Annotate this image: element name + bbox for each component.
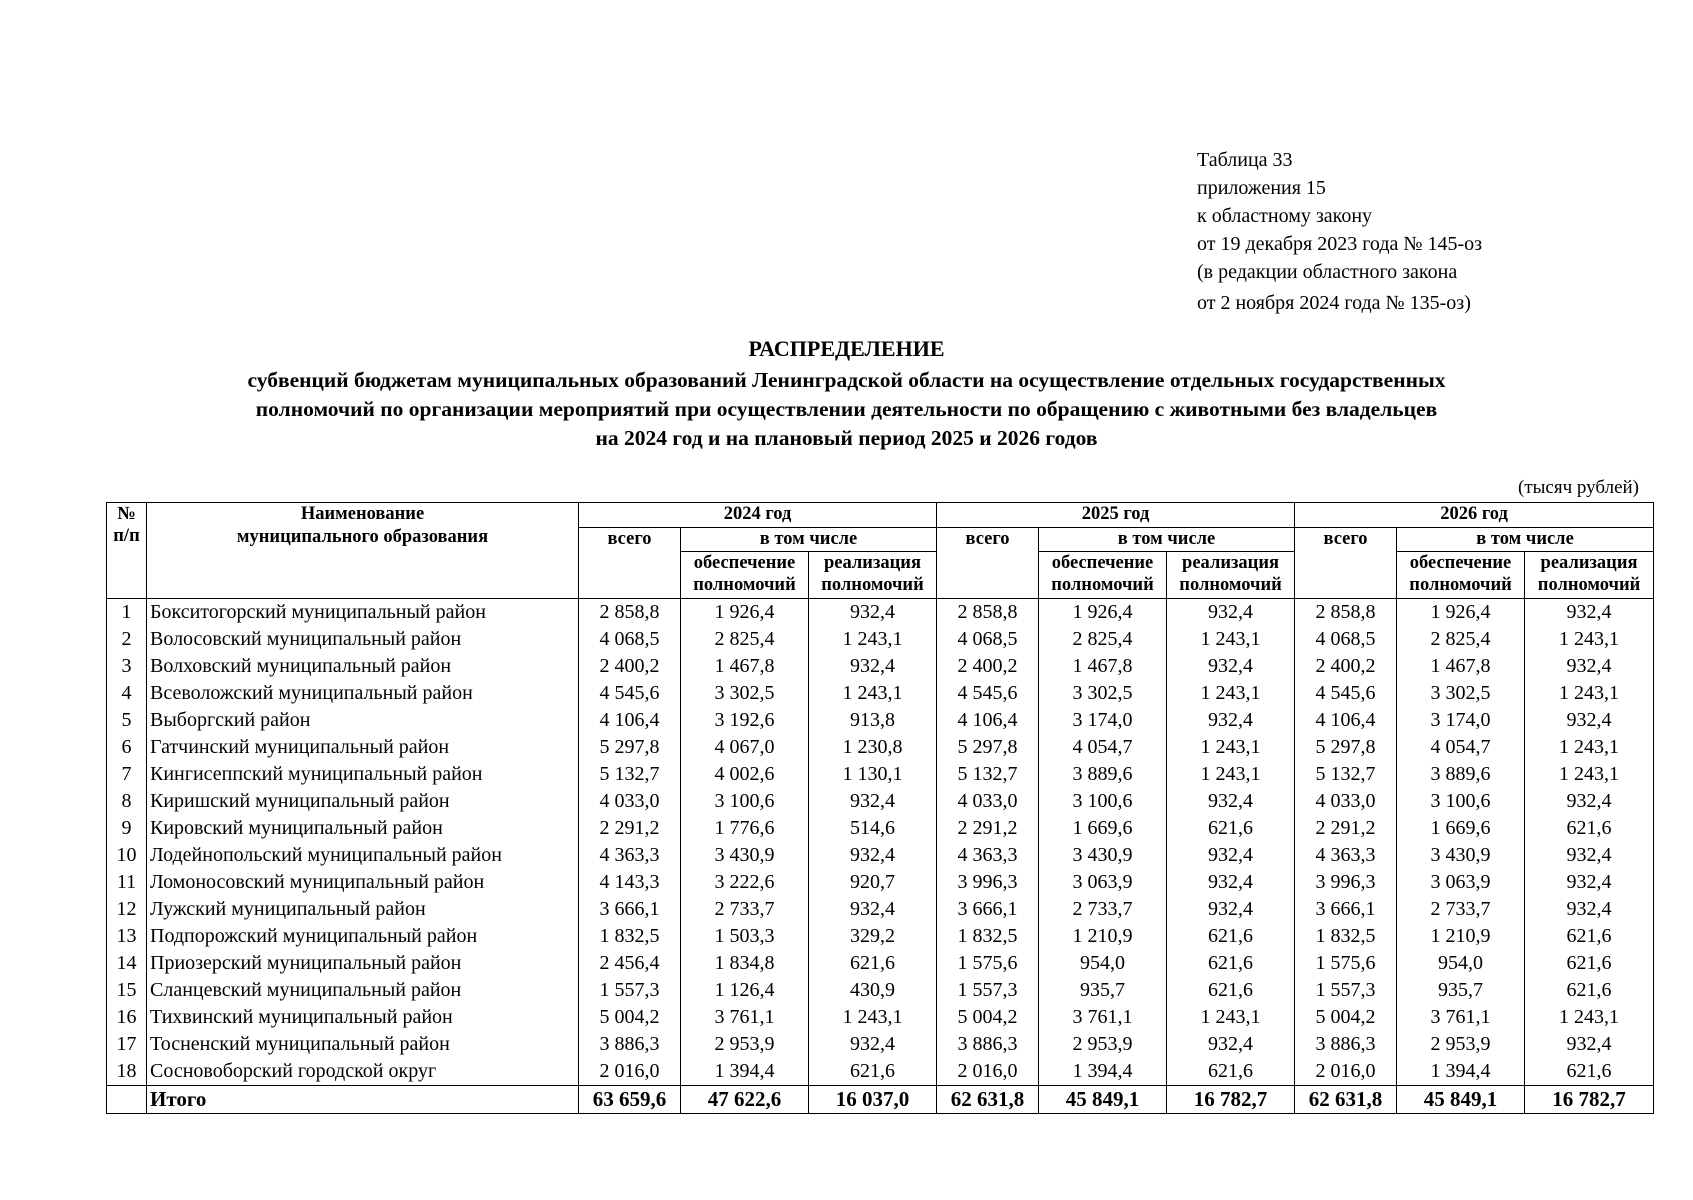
approval-stamp: [1197, 146, 1482, 317]
value-cell: 4 545,6: [579, 680, 681, 707]
value-cell: 4 068,5: [1295, 626, 1397, 653]
value-cell: 932,4: [1167, 896, 1295, 923]
value-cell: 1 467,8: [1397, 653, 1525, 680]
value-cell: 2 016,0: [1295, 1058, 1397, 1086]
value-cell: 2 291,2: [937, 815, 1039, 842]
row-number: 13: [107, 923, 147, 950]
value-cell: 329,2: [809, 923, 937, 950]
value-cell: 1 832,5: [1295, 923, 1397, 950]
value-cell: 2 825,4: [1039, 626, 1167, 653]
value-cell: 3 886,3: [937, 1031, 1039, 1058]
value-cell: 3 174,0: [1397, 707, 1525, 734]
value-cell: 1 243,1: [1167, 680, 1295, 707]
value-cell: 621,6: [1167, 950, 1295, 977]
value-cell: 1 243,1: [1167, 734, 1295, 761]
value-cell: 1 243,1: [1167, 761, 1295, 788]
value-cell: 621,6: [809, 1058, 937, 1086]
value-cell: 2 858,8: [937, 599, 1039, 627]
value-cell: 621,6: [809, 950, 937, 977]
value-cell: 2 400,2: [1295, 653, 1397, 680]
value-cell: 2 400,2: [579, 653, 681, 680]
value-cell: 4 106,4: [937, 707, 1039, 734]
header-num: № п/п: [107, 503, 147, 599]
value-cell: 1 503,3: [681, 923, 809, 950]
value-cell: 514,6: [809, 815, 937, 842]
value-cell: 2 016,0: [937, 1058, 1039, 1086]
municipality-name: Кировский муниципальный район: [147, 815, 579, 842]
table-body: [107, 599, 1654, 1086]
total-cell: 16 037,0: [809, 1086, 937, 1114]
municipality-name: Ломоносовский муниципальный район: [147, 869, 579, 896]
value-cell: 4 068,5: [937, 626, 1039, 653]
value-cell: 2 825,4: [681, 626, 809, 653]
table-row: [107, 788, 1654, 815]
table-footer: [107, 1086, 1654, 1114]
value-cell: 4 068,5: [579, 626, 681, 653]
row-number: 12: [107, 896, 147, 923]
value-cell: 932,4: [1167, 653, 1295, 680]
header-name: Наименование муниципального образования: [147, 503, 579, 599]
table-row: [107, 707, 1654, 734]
value-cell: 2 858,8: [1295, 599, 1397, 627]
value-cell: 1 243,1: [809, 680, 937, 707]
table-row: [107, 599, 1654, 627]
value-cell: 932,4: [1525, 788, 1654, 815]
table-row: [107, 626, 1654, 653]
table-row: [107, 896, 1654, 923]
value-cell: 1 832,5: [937, 923, 1039, 950]
value-cell: 1 776,6: [681, 815, 809, 842]
subtitle-line: полномочий по организации мероприятий при осуществлении деятельности по обращению с животными без владельцев: [255, 397, 1438, 421]
value-cell: 3 889,6: [1039, 761, 1167, 788]
value-cell: 3 063,9: [1039, 869, 1167, 896]
row-number: 16: [107, 1004, 147, 1031]
value-cell: 4 033,0: [579, 788, 681, 815]
value-cell: 2 291,2: [1295, 815, 1397, 842]
header-year-2025: 2025 год: [937, 503, 1295, 528]
value-cell: 932,4: [1167, 869, 1295, 896]
header-realization-2024: реализация полномочий: [809, 552, 937, 599]
value-cell: 932,4: [1167, 842, 1295, 869]
value-cell: 4 067,0: [681, 734, 809, 761]
value-cell: 3 430,9: [681, 842, 809, 869]
value-cell: 5 132,7: [937, 761, 1039, 788]
municipality-name: Подпорожский муниципальный район: [147, 923, 579, 950]
value-cell: 932,4: [1167, 707, 1295, 734]
municipality-name: Лодейнопольский муниципальный район: [147, 842, 579, 869]
municipality-name: Выборгский район: [147, 707, 579, 734]
row-number: 15: [107, 977, 147, 1004]
value-cell: 4 363,3: [937, 842, 1039, 869]
municipality-name: Тосненский муниципальный район: [147, 1031, 579, 1058]
row-number: 6: [107, 734, 147, 761]
value-cell: 932,4: [1525, 896, 1654, 923]
header-realization-2025: реализация полномочий: [1167, 552, 1295, 599]
value-cell: 1 467,8: [1039, 653, 1167, 680]
value-cell: 1 243,1: [1167, 1004, 1295, 1031]
value-cell: 621,6: [1525, 950, 1654, 977]
value-cell: 2 016,0: [579, 1058, 681, 1086]
table-row: [107, 653, 1654, 680]
value-cell: 932,4: [1525, 869, 1654, 896]
value-cell: 1 926,4: [1397, 599, 1525, 627]
value-cell: 3 063,9: [1397, 869, 1525, 896]
value-cell: 621,6: [1525, 1058, 1654, 1086]
value-cell: 1 210,9: [1039, 923, 1167, 950]
value-cell: 1 243,1: [1525, 1004, 1654, 1031]
value-cell: 935,7: [1397, 977, 1525, 1004]
value-cell: 3 886,3: [579, 1031, 681, 1058]
value-cell: 920,7: [809, 869, 937, 896]
value-cell: 3 100,6: [1039, 788, 1167, 815]
value-cell: 932,4: [1167, 1031, 1295, 1058]
row-number: 2: [107, 626, 147, 653]
municipality-name: Кингисеппский муниципальный район: [147, 761, 579, 788]
row-number: 14: [107, 950, 147, 977]
table-row: [107, 1031, 1654, 1058]
stamp-line: Таблица 33: [1197, 149, 1293, 171]
value-cell: 954,0: [1039, 950, 1167, 977]
value-cell: 1 394,4: [1039, 1058, 1167, 1086]
value-cell: 3 430,9: [1039, 842, 1167, 869]
value-cell: 2 400,2: [937, 653, 1039, 680]
row-number: 3: [107, 653, 147, 680]
value-cell: 932,4: [1167, 599, 1295, 627]
value-cell: 932,4: [809, 788, 937, 815]
value-cell: 1 243,1: [809, 626, 937, 653]
value-cell: 1 557,3: [1295, 977, 1397, 1004]
value-cell: 4 545,6: [1295, 680, 1397, 707]
municipality-name: Тихвинский муниципальный район: [147, 1004, 579, 1031]
value-cell: 4 143,3: [579, 869, 681, 896]
table-row: [107, 815, 1654, 842]
value-cell: 5 132,7: [579, 761, 681, 788]
header-including-2024: в том числе: [681, 528, 937, 552]
value-cell: 932,4: [1525, 842, 1654, 869]
subtitle-line: на 2024 год и на плановый период 2025 и 2026 годов: [595, 426, 1098, 450]
value-cell: 932,4: [1525, 599, 1654, 627]
municipality-name: Сосновоборский городской округ: [147, 1058, 579, 1086]
municipality-name: Всеволожский муниципальный район: [147, 680, 579, 707]
value-cell: 621,6: [1525, 923, 1654, 950]
value-cell: 2 733,7: [1397, 896, 1525, 923]
value-cell: 1 243,1: [1525, 626, 1654, 653]
value-cell: 1 243,1: [1525, 734, 1654, 761]
value-cell: 932,4: [809, 1031, 937, 1058]
value-cell: 932,4: [1525, 653, 1654, 680]
value-cell: 932,4: [1525, 707, 1654, 734]
header-year-2026: 2026 год: [1295, 503, 1654, 528]
header-year-2024: 2024 год: [579, 503, 937, 528]
value-cell: 621,6: [1167, 1058, 1295, 1086]
value-cell: 621,6: [1167, 923, 1295, 950]
value-cell: 3 666,1: [579, 896, 681, 923]
value-cell: 621,6: [1525, 815, 1654, 842]
municipality-name: Волосовский муниципальный район: [147, 626, 579, 653]
table-row: [107, 977, 1654, 1004]
value-cell: 3 222,6: [681, 869, 809, 896]
table-row: [107, 923, 1654, 950]
value-cell: 1 394,4: [681, 1058, 809, 1086]
header-total-2025: всего: [937, 528, 1039, 599]
value-cell: 2 858,8: [579, 599, 681, 627]
value-cell: 1 467,8: [681, 653, 809, 680]
value-cell: 1 130,1: [809, 761, 937, 788]
municipality-name: Киришский муниципальный район: [147, 788, 579, 815]
value-cell: 4 363,3: [1295, 842, 1397, 869]
value-cell: 2 953,9: [1397, 1031, 1525, 1058]
value-cell: 3 886,3: [1295, 1031, 1397, 1058]
total-cell: 45 849,1: [1397, 1086, 1525, 1114]
value-cell: 932,4: [809, 842, 937, 869]
header-including-2025: в том числе: [1039, 528, 1295, 552]
value-cell: 2 456,4: [579, 950, 681, 977]
value-cell: 1 394,4: [1397, 1058, 1525, 1086]
value-cell: 1 575,6: [1295, 950, 1397, 977]
total-cell: 45 849,1: [1039, 1086, 1167, 1114]
value-cell: 3 302,5: [681, 680, 809, 707]
value-cell: 1 243,1: [809, 1004, 937, 1031]
value-cell: 4 545,6: [937, 680, 1039, 707]
total-row: [107, 1086, 1654, 1114]
municipality-name: Приозерский муниципальный район: [147, 950, 579, 977]
value-cell: 1 243,1: [1167, 626, 1295, 653]
value-cell: 1 669,6: [1039, 815, 1167, 842]
municipality-name: Гатчинский муниципальный район: [147, 734, 579, 761]
value-cell: 3 302,5: [1039, 680, 1167, 707]
header-total-2026: всего: [1295, 528, 1397, 599]
table-row: [107, 734, 1654, 761]
value-cell: 430,9: [809, 977, 937, 1004]
distribution-table: [106, 502, 1654, 1114]
table-header: [107, 503, 1654, 599]
value-cell: 3 761,1: [1039, 1004, 1167, 1031]
value-cell: 4 033,0: [937, 788, 1039, 815]
total-label: Итого: [147, 1086, 579, 1114]
total-cell: 62 631,8: [937, 1086, 1039, 1114]
value-cell: 932,4: [809, 896, 937, 923]
header-total-2024: всего: [579, 528, 681, 599]
municipality-name: Волховский муниципальный район: [147, 653, 579, 680]
value-cell: 3 192,6: [681, 707, 809, 734]
row-number: 1: [107, 599, 147, 627]
value-cell: 932,4: [809, 653, 937, 680]
table-row: [107, 1058, 1654, 1086]
value-cell: 913,8: [809, 707, 937, 734]
value-cell: 1 575,6: [937, 950, 1039, 977]
value-cell: 4 106,4: [1295, 707, 1397, 734]
value-cell: 2 733,7: [681, 896, 809, 923]
table-row: [107, 761, 1654, 788]
value-cell: 5 297,8: [937, 734, 1039, 761]
value-cell: 1 832,5: [579, 923, 681, 950]
row-number: 10: [107, 842, 147, 869]
units-note: (тысяч рублей): [1518, 477, 1639, 498]
header-provision-2026: обеспечение полномочий: [1397, 552, 1525, 599]
table-row: [107, 950, 1654, 977]
value-cell: 4 002,6: [681, 761, 809, 788]
value-cell: 3 889,6: [1397, 761, 1525, 788]
value-cell: 621,6: [1167, 977, 1295, 1004]
total-cell: 47 622,6: [681, 1086, 809, 1114]
value-cell: 621,6: [1167, 815, 1295, 842]
value-cell: 2 825,4: [1397, 626, 1525, 653]
value-cell: 3 302,5: [1397, 680, 1525, 707]
document-title: РАСПРЕДЕЛЕНИЕ: [748, 336, 945, 361]
value-cell: 954,0: [1397, 950, 1525, 977]
value-cell: 1 230,8: [809, 734, 937, 761]
total-cell: 16 782,7: [1167, 1086, 1295, 1114]
row-number: 9: [107, 815, 147, 842]
table-row: [107, 1004, 1654, 1031]
value-cell: 1 926,4: [681, 599, 809, 627]
value-cell: 3 761,1: [681, 1004, 809, 1031]
row-number: 18: [107, 1058, 147, 1086]
row-number: 8: [107, 788, 147, 815]
value-cell: 3 430,9: [1397, 842, 1525, 869]
value-cell: 4 033,0: [1295, 788, 1397, 815]
value-cell: 932,4: [1167, 788, 1295, 815]
value-cell: 3 666,1: [1295, 896, 1397, 923]
value-cell: 2 953,9: [1039, 1031, 1167, 1058]
stamp-line: (в редакции областного закона: [1197, 261, 1458, 283]
table-row: [107, 869, 1654, 896]
value-cell: 5 004,2: [579, 1004, 681, 1031]
stamp-line: от 19 декабря 2023 года № 145-оз: [1197, 233, 1483, 255]
row-number: 11: [107, 869, 147, 896]
value-cell: 932,4: [809, 599, 937, 627]
value-cell: 4 106,4: [579, 707, 681, 734]
row-number: 7: [107, 761, 147, 788]
subtitle-line: субвенций бюджетам муниципальных образований Ленинградской области на осуществление отдельных государственных: [247, 368, 1446, 392]
value-cell: 3 996,3: [937, 869, 1039, 896]
value-cell: 3 996,3: [1295, 869, 1397, 896]
value-cell: 1 126,4: [681, 977, 809, 1004]
value-cell: 3 100,6: [1397, 788, 1525, 815]
table-row: [107, 680, 1654, 707]
total-cell: 63 659,6: [579, 1086, 681, 1114]
stamp-line: к областному закону: [1197, 205, 1373, 227]
value-cell: 3 761,1: [1397, 1004, 1525, 1031]
header-provision-2024: обеспечение полномочий: [681, 552, 809, 599]
value-cell: 5 004,2: [937, 1004, 1039, 1031]
total-cell: 62 631,8: [1295, 1086, 1397, 1114]
row-number: 17: [107, 1031, 147, 1058]
value-cell: 4 363,3: [579, 842, 681, 869]
value-cell: 932,4: [1525, 1031, 1654, 1058]
value-cell: 5 297,8: [1295, 734, 1397, 761]
value-cell: 935,7: [1039, 977, 1167, 1004]
value-cell: 621,6: [1525, 977, 1654, 1004]
total-num: [107, 1086, 147, 1114]
stamp-line: приложения 15: [1197, 177, 1326, 199]
value-cell: 2 953,9: [681, 1031, 809, 1058]
value-cell: 2 291,2: [579, 815, 681, 842]
value-cell: 1 557,3: [579, 977, 681, 1004]
table-row: [107, 842, 1654, 869]
value-cell: 5 004,2: [1295, 1004, 1397, 1031]
stamp-line: от 2 ноября 2024 года № 135-оз): [1197, 292, 1471, 314]
value-cell: 1 243,1: [1525, 680, 1654, 707]
value-cell: 3 100,6: [681, 788, 809, 815]
value-cell: 1 557,3: [937, 977, 1039, 1004]
value-cell: 4 054,7: [1397, 734, 1525, 761]
document-subtitle: [90, 366, 1603, 453]
value-cell: 3 174,0: [1039, 707, 1167, 734]
header-including-2026: в том числе: [1397, 528, 1654, 552]
total-cell: 16 782,7: [1525, 1086, 1654, 1114]
header-provision-2025: обеспечение полномочий: [1039, 552, 1167, 599]
value-cell: 1 669,6: [1397, 815, 1525, 842]
value-cell: 5 132,7: [1295, 761, 1397, 788]
value-cell: 2 733,7: [1039, 896, 1167, 923]
header-realization-2026: реализация полномочий: [1525, 552, 1654, 599]
value-cell: 1 210,9: [1397, 923, 1525, 950]
value-cell: 1 243,1: [1525, 761, 1654, 788]
municipality-name: Бокситогорский муниципальный район: [147, 599, 579, 627]
value-cell: 4 054,7: [1039, 734, 1167, 761]
municipality-name: Сланцевский муниципальный район: [147, 977, 579, 1004]
row-number: 5: [107, 707, 147, 734]
row-number: 4: [107, 680, 147, 707]
value-cell: 3 666,1: [937, 896, 1039, 923]
municipality-name: Лужский муниципальный район: [147, 896, 579, 923]
value-cell: 1 834,8: [681, 950, 809, 977]
value-cell: 1 926,4: [1039, 599, 1167, 627]
value-cell: 5 297,8: [579, 734, 681, 761]
